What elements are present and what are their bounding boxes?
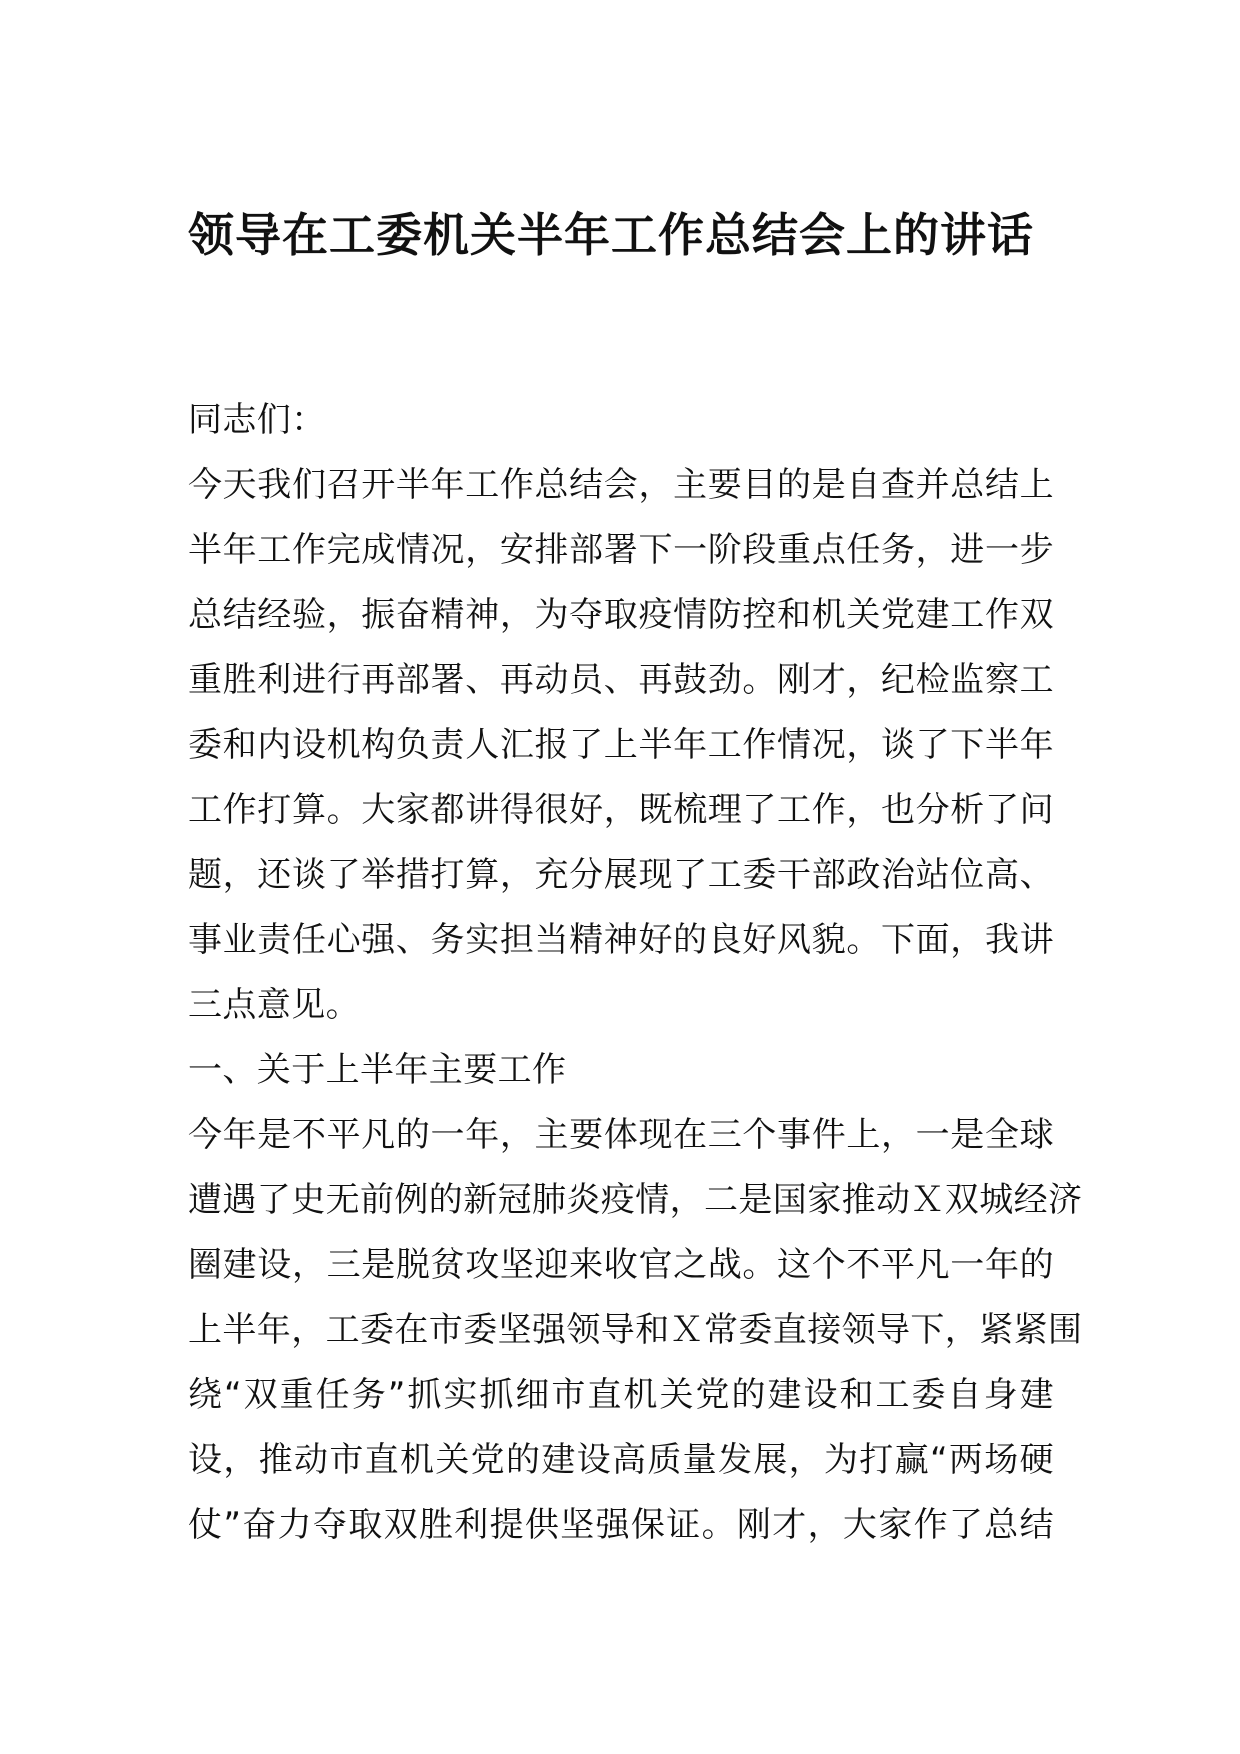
paragraph-line: 三点意见。	[188, 985, 360, 1025]
paragraph-line: 仗”奋力夺取双胜利提供坚强保证。刚才，大家作了总结	[188, 1505, 1054, 1545]
paragraph-line: 事业责任心强、务实担当精神好的良好风貌。下面，我讲	[188, 920, 1054, 960]
paragraph-line: 上半年，工委在市委坚强领导和Ｘ常委直接领导下，紧紧围	[188, 1310, 1083, 1350]
paragraph-line: 半年工作完成情况，安排部署下一阶段重点任务，进一步	[188, 530, 1054, 570]
paragraph-line: 题，还谈了举措打算，充分展现了工委干部政治站位高、	[188, 855, 1054, 895]
paragraph-line: 今年是不平凡的一年，主要体现在三个事件上，一是全球	[188, 1115, 1054, 1155]
document-title: 领导在工委机关半年工作总结会上的讲话	[188, 208, 1034, 262]
paragraph-line: 绕“双重任务”抓实抓细市直机关党的建设和工委自身建	[188, 1375, 1054, 1415]
paragraph-line: 遭遇了史无前例的新冠肺炎疫情，二是国家推动Ｘ双城经济	[188, 1180, 1083, 1220]
paragraph-line: 设，推动市直机关党的建设高质量发展，为打赢“两场硬	[188, 1440, 1054, 1480]
section-heading: 一、关于上半年主要工作	[188, 1050, 567, 1090]
paragraph-line: 今天我们召开半年工作总结会，主要目的是自查并总结上	[188, 465, 1054, 505]
paragraph-line: 总结经验，振奋精神，为夺取疫情防控和机关党建工作双	[188, 595, 1054, 635]
paragraph-line: 工作打算。大家都讲得很好，既梳理了工作，也分析了问	[188, 790, 1054, 830]
document-body	[188, 388, 1083, 1558]
paragraph-line: 委和内设机构负责人汇报了上半年工作情况，谈了下半年	[188, 725, 1054, 765]
salutation-line: 同志们：	[188, 400, 326, 440]
paragraph-line: 重胜利进行再部署、再动员、再鼓劲。刚才，纪检监察工	[188, 660, 1054, 700]
paragraph-line: 圈建设，三是脱贫攻坚迎来收官之战。这个不平凡一年的	[188, 1245, 1054, 1285]
